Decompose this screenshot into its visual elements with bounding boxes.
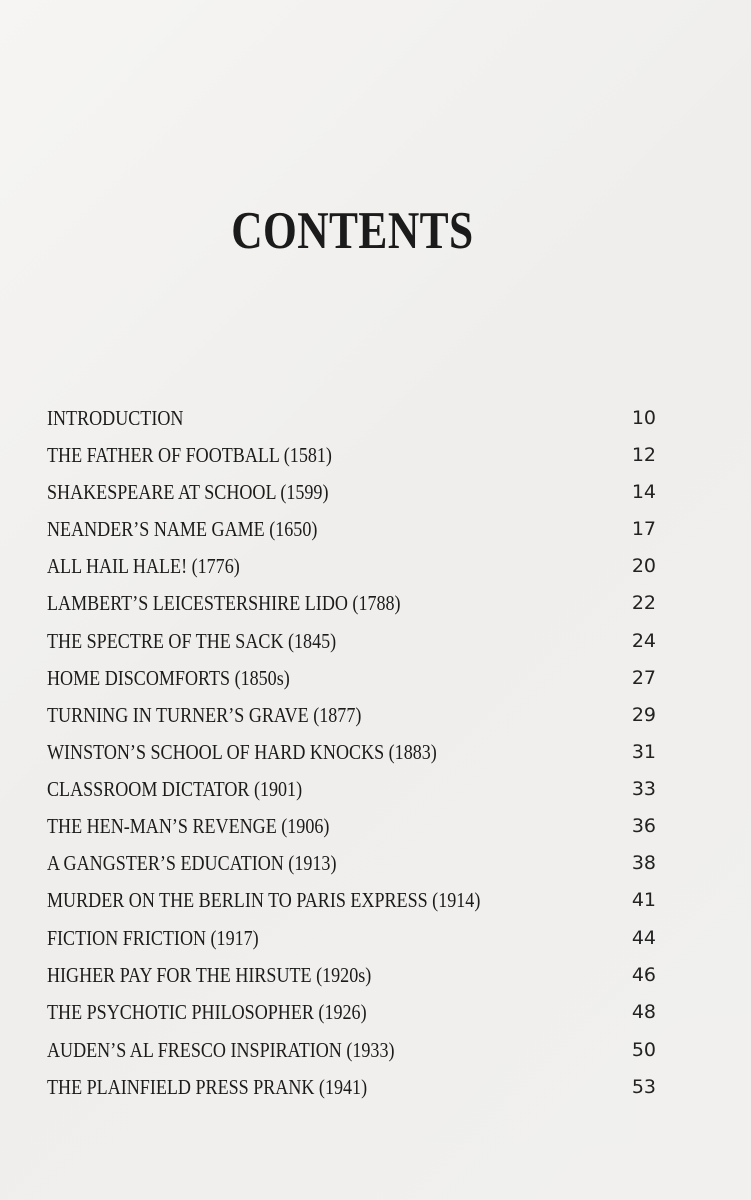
toc-entry-title: MURDER ON THE BERLIN TO PARIS EXPRESS (1914) — [47, 888, 481, 912]
toc-entry — [0, 626, 751, 656]
toc-entry — [0, 960, 751, 990]
toc-entry — [0, 403, 751, 433]
toc-entry — [0, 997, 751, 1027]
toc-entry-page: 44 — [631, 927, 656, 949]
toc-entry — [0, 811, 751, 841]
toc-entry-page: 33 — [631, 778, 656, 800]
toc-entry — [0, 700, 751, 730]
toc-entry-title: SHAKESPEARE AT SCHOOL (1599) — [47, 480, 329, 504]
toc-entry — [0, 663, 751, 693]
toc-entry-title: NEANDER’S NAME GAME (1650) — [47, 517, 318, 541]
toc-entry-page: 14 — [631, 481, 656, 503]
toc-entry-title: ALL HAIL HALE! (1776) — [47, 554, 240, 578]
toc-entry — [0, 737, 751, 767]
toc-entry-title: THE FATHER OF FOOTBALL (1581) — [47, 443, 332, 467]
toc-entry-page: 53 — [631, 1076, 656, 1098]
toc-entry — [0, 885, 751, 915]
toc-entry-title: HOME DISCOMFORTS (1850s) — [47, 666, 290, 690]
toc-entry — [0, 514, 751, 544]
toc-entry-page: 17 — [631, 518, 656, 540]
toc-entry-page: 48 — [631, 1001, 656, 1023]
toc-entry — [0, 774, 751, 804]
toc-entry — [0, 477, 751, 507]
toc-entry-page: 10 — [631, 407, 656, 429]
toc-entry-page: 12 — [631, 444, 656, 466]
toc-entry-page: 41 — [631, 889, 656, 911]
toc-entry — [0, 848, 751, 878]
toc-entry-page: 38 — [631, 852, 656, 874]
toc-entry-page: 27 — [631, 667, 656, 689]
toc-entry — [0, 923, 751, 953]
toc-entry-title: THE PLAINFIELD PRESS PRANK (1941) — [47, 1075, 368, 1099]
toc-entry-page: 46 — [631, 964, 656, 986]
toc-entry-page: 24 — [631, 630, 656, 652]
toc-entry — [0, 440, 751, 470]
toc-entry-page: 22 — [631, 592, 656, 614]
toc-entry-title: THE SPECTRE OF THE SACK (1845) — [47, 629, 337, 653]
toc-entry-title: THE PSYCHOTIC PHILOSOPHER (1926) — [47, 1000, 367, 1024]
toc-entry — [0, 1035, 751, 1065]
toc-entry-title: CLASSROOM DICTATOR (1901) — [47, 777, 303, 801]
toc-entry-title: LAMBERT’S LEICESTERSHIRE LIDO (1788) — [47, 591, 401, 615]
toc-entry — [0, 1072, 751, 1102]
toc-entry-title: INTRODUCTION — [47, 406, 184, 430]
toc-entry — [0, 588, 751, 618]
toc-entry-title: TURNING IN TURNER’S GRAVE (1877) — [47, 703, 362, 727]
toc-entry-title: FICTION FRICTION (1917) — [47, 926, 259, 950]
toc-entry-page: 36 — [631, 815, 656, 837]
toc-entry-title: AUDEN’S AL FRESCO INSPIRATION (1933) — [47, 1038, 395, 1062]
toc-entry-page: 20 — [631, 555, 656, 577]
toc-entry — [0, 551, 751, 581]
toc-entry-page: 50 — [631, 1039, 656, 1061]
toc-entry-page: 31 — [631, 741, 656, 763]
toc-entry-title: THE HEN-MAN’S REVENGE (1906) — [47, 814, 330, 838]
toc-entry-title: HIGHER PAY FOR THE HIRSUTE (1920s) — [47, 963, 372, 987]
toc-entry-title: A GANGSTER’S EDUCATION (1913) — [47, 851, 337, 875]
contents-heading: CONTENTS — [231, 202, 474, 260]
toc-entry-title: WINSTON’S SCHOOL OF HARD KNOCKS (1883) — [47, 740, 437, 764]
toc-entry-page: 29 — [631, 704, 656, 726]
